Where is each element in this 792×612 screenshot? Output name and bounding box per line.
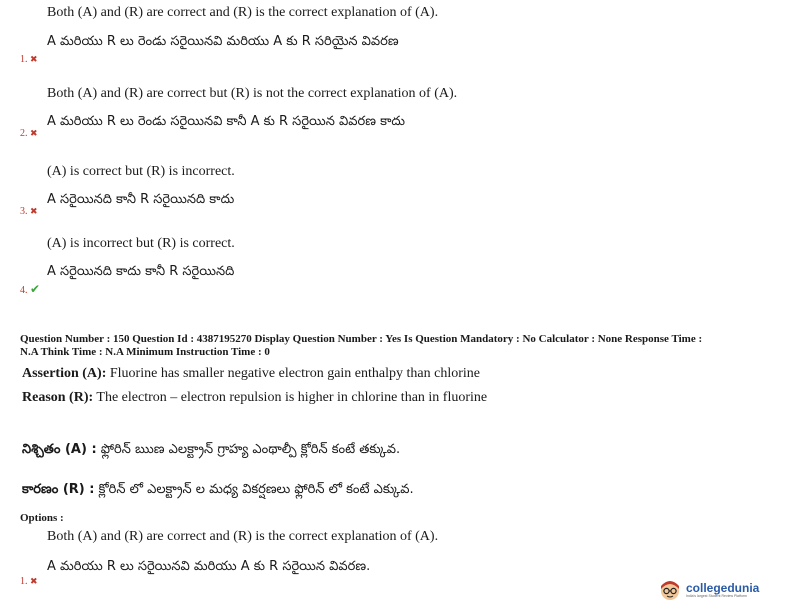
option-1-telugu: A మరియు R లు రెండు సరైయినవి మరియు A కు R సరియైన వివరణ [47, 34, 399, 49]
reason-telugu [22, 482, 414, 500]
wrong-mark-icon: ✖ [30, 206, 38, 216]
assertion-text: Fluorine has smaller negative electron gain enthalpy than chlorine [106, 366, 480, 381]
option-2-number: 2. ✖ [20, 128, 38, 139]
correct-check-icon: ✔ [30, 282, 41, 296]
option-2-english: Both (A) and (R) are correct but (R) is not the correct explanation of (A). [47, 86, 458, 101]
option-2-telugu: A మరియు R లు రెండు సరైయినవి కానీ A కు R సరైయిన వివరణ కాదు [47, 114, 406, 129]
options-heading: Options : [20, 512, 64, 524]
new-option-1-english: Both (A) and (R) are correct and (R) is the correct explanation of (A). [47, 529, 439, 544]
option-1-number: 1. ✖ [20, 54, 38, 65]
assertion-label: Assertion (A): [22, 366, 107, 381]
logo-tagline: India's largest Student Review Platform [686, 593, 747, 598]
option-1-english: Both (A) and (R) are correct and (R) is the correct explanation of (A). [47, 5, 439, 20]
wrong-mark-icon: ✖ [30, 54, 38, 64]
option-3-telugu: A సరైయినది కానీ R సరైయినది కాదు [47, 192, 235, 207]
collegedunia-logo [658, 578, 759, 602]
reason-label: Reason (R): [22, 390, 94, 405]
option-4-english: (A) is incorrect but (R) is correct. [47, 236, 235, 251]
question-meta-line-1: Question Number : 150 Question Id : 4387195270 Display Question Number : Yes Is Question Mandatory : No Calculator : None Response Time : [20, 333, 703, 345]
reason-telugu-text: క్లోరిన్ లో ఎలక్ట్రాన్ ల మధ్య వికర్షణలు ఫ్లోరిన్ లో కంటే ఎక్కువ. [94, 482, 414, 497]
assertion-telugu [22, 442, 400, 460]
reason-text: The electron – electron repulsion is higher in chlorine than in fluorine [93, 390, 488, 405]
wrong-mark-icon: ✖ [30, 128, 38, 138]
new-option-1-telugu: A మరియు R లు సరైయినవి మరియు A కు R సరైయిన వివరణ. [47, 559, 371, 574]
option-3-number: 3. ✖ [20, 206, 38, 217]
logo-name: collegedunia [686, 580, 760, 595]
reason-telugu-label: కారణం (R) : [22, 482, 95, 497]
assertion-telugu-label: నిశ్చితం (A) : [22, 442, 97, 457]
new-option-1-number: 1. ✖ [20, 576, 38, 587]
mascot-icon [658, 578, 682, 602]
wrong-mark-icon: ✖ [30, 576, 38, 586]
reason-english [22, 390, 487, 406]
assertion-telugu-text: ఫ్లోరిన్ ఋణ ఎలక్ట్రాన్ గ్రాహ్య ఎంథాల్పీ క్లోరిన్ కంటే తక్కువ. [96, 442, 401, 457]
option-3-english: (A) is correct but (R) is incorrect. [47, 164, 235, 179]
question-meta-line-2: N.A Think Time : N.A Minimum Instruction Time : 0 [20, 346, 270, 358]
assertion-english [22, 366, 480, 382]
option-4-telugu: A సరైయినది కాదు కానీ R సరైయినది [47, 264, 235, 279]
option-4-number: 4. ✔ [20, 282, 41, 296]
